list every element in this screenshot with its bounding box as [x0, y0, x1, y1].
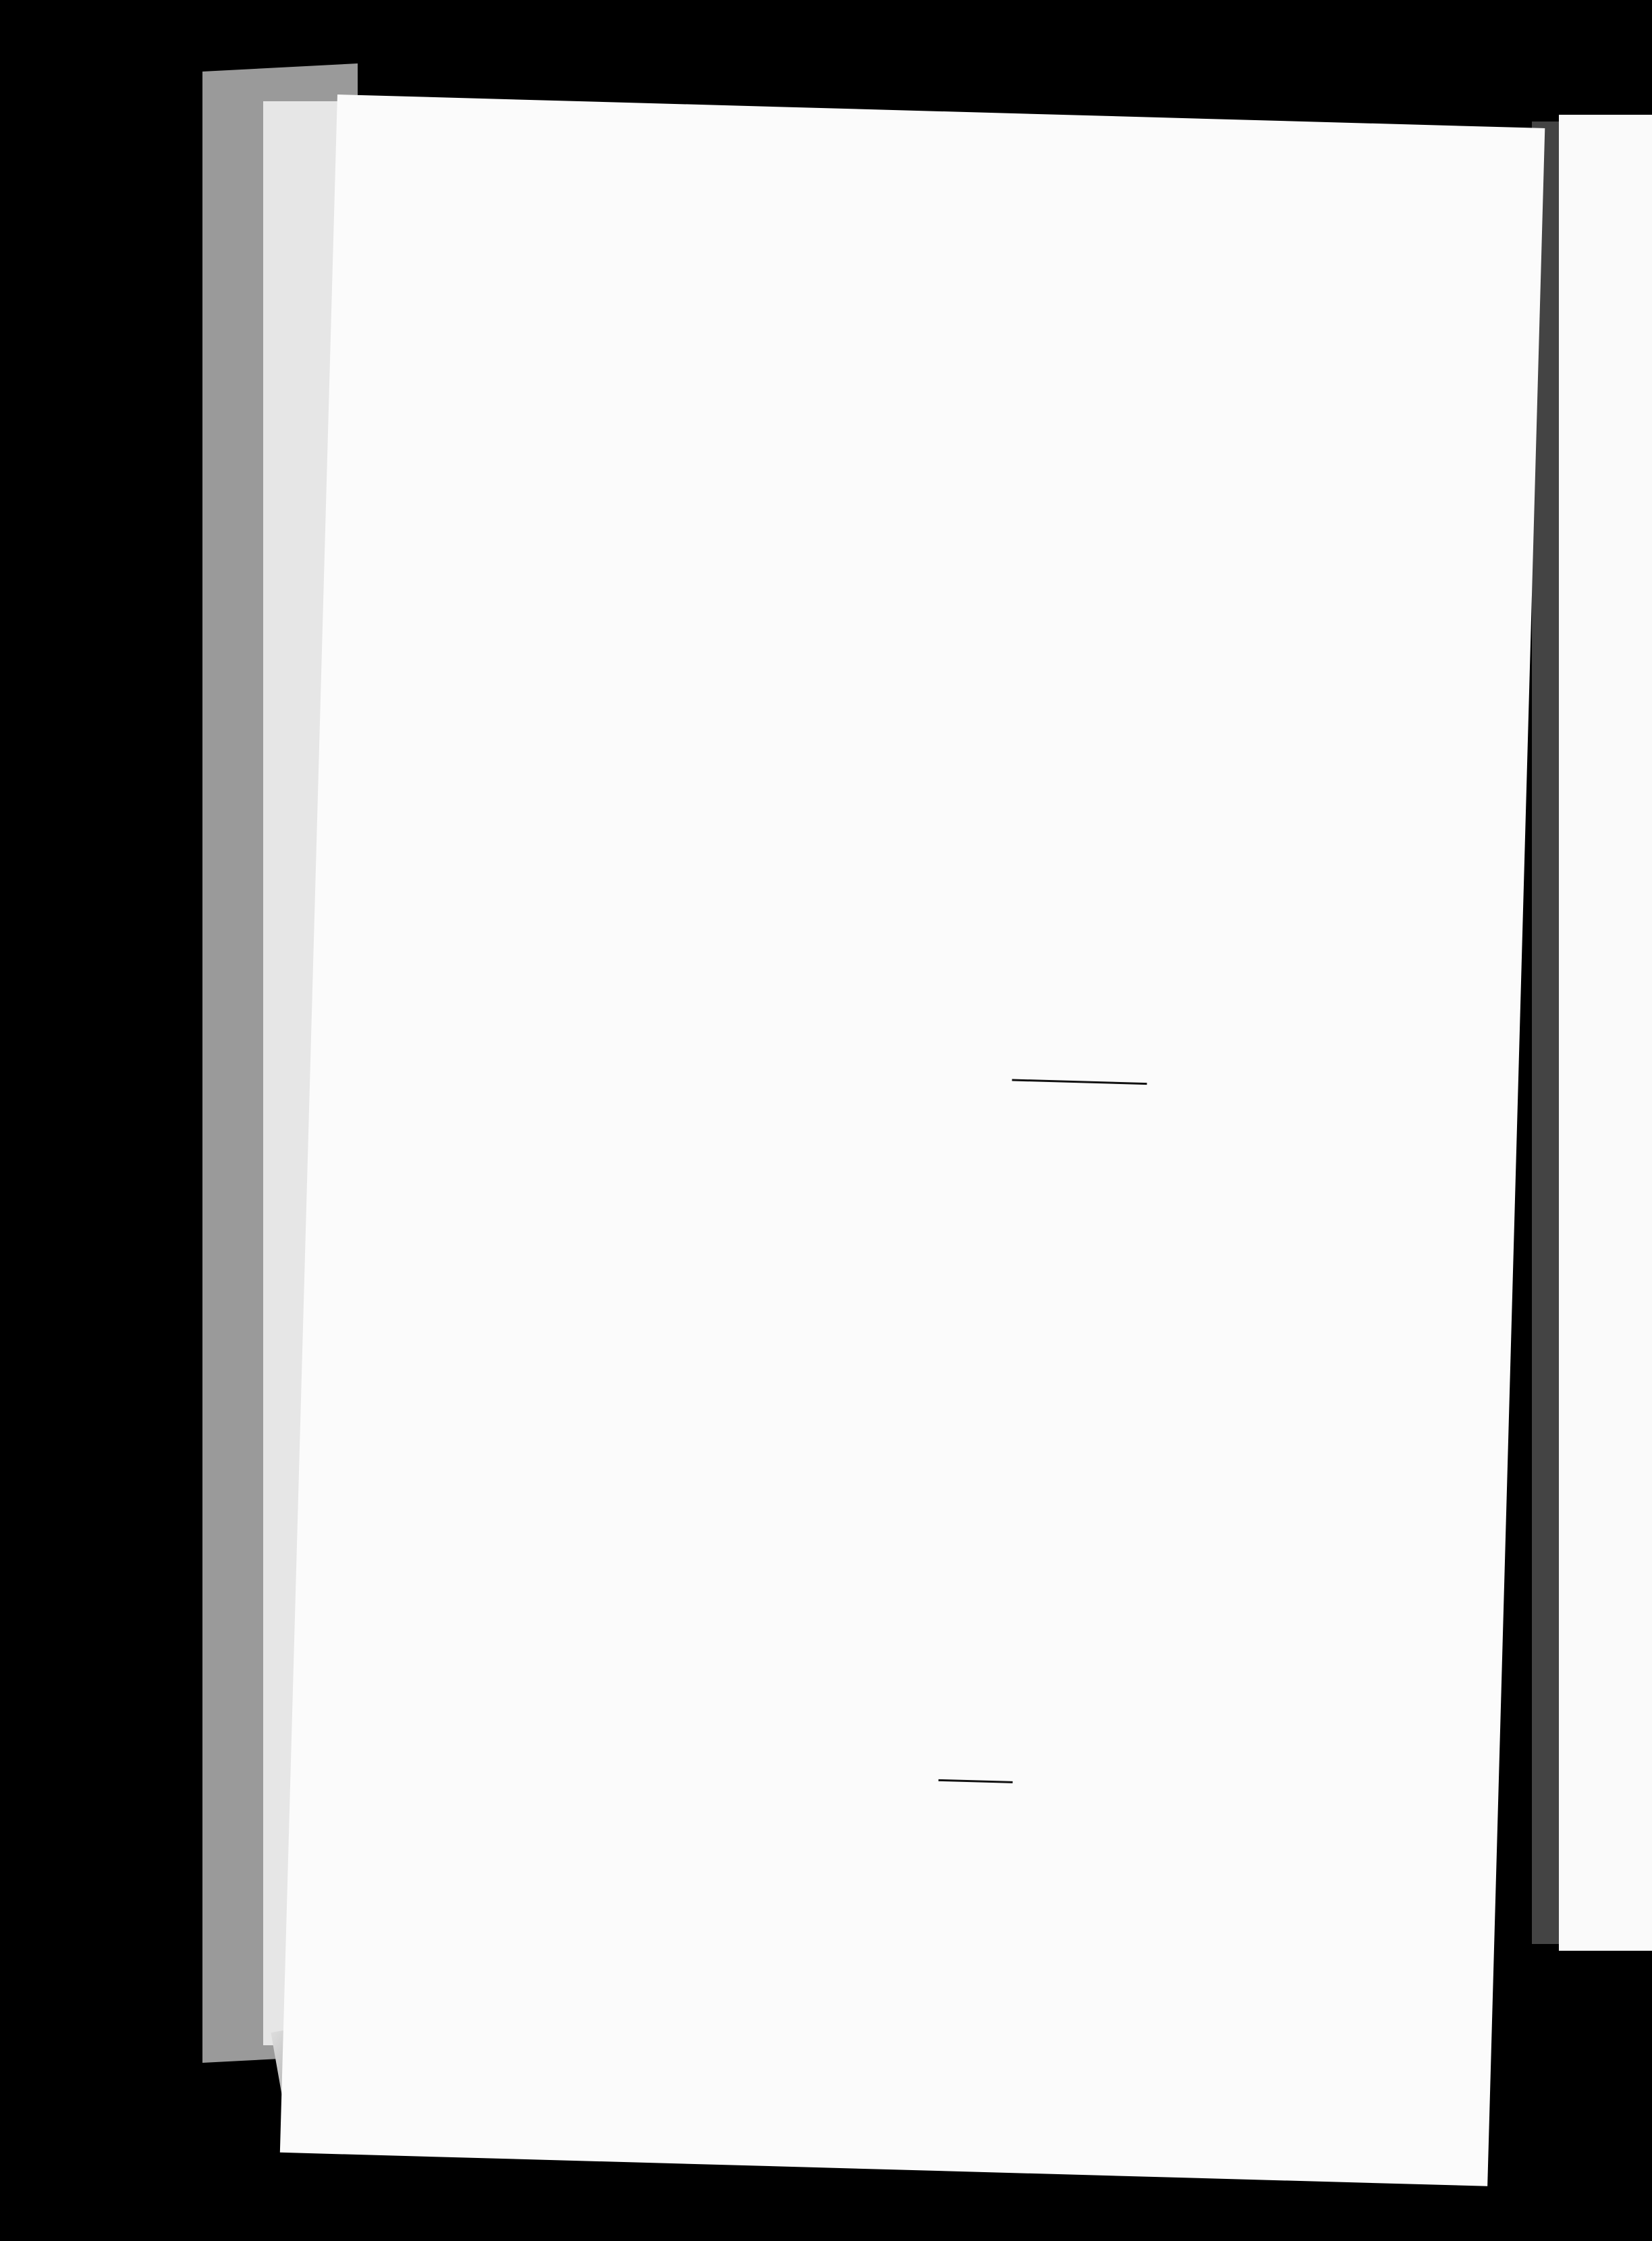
executive-list	[337, 94, 1545, 128]
facing-page	[1559, 115, 1652, 1951]
book-page	[280, 94, 1545, 2186]
member-list	[337, 94, 1545, 128]
officer-address-list	[337, 94, 1545, 128]
short-divider	[939, 1779, 1013, 1783]
monument-committee-list	[337, 94, 1545, 128]
section-divider	[1012, 1079, 1147, 1085]
